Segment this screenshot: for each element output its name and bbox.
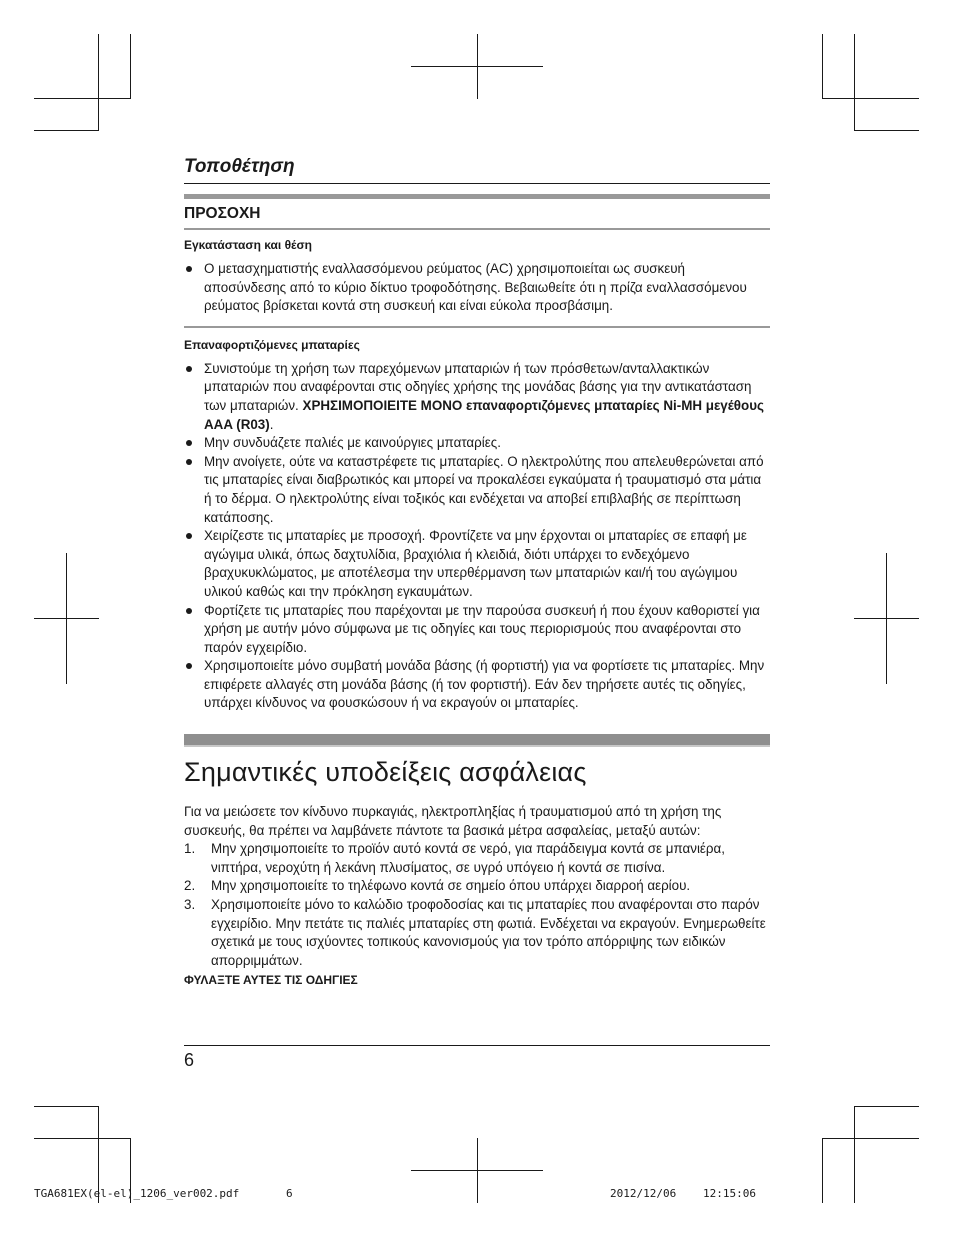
crop-mark — [34, 98, 131, 99]
divider — [184, 326, 770, 328]
list-item: Χρησιμοποιείτε μόνο συμβατή μονάδα βάσης (ή φορτιστή) για να φορτίσετε τις μπαταρίες. Μην επιφέρετε αλλαγές στη μονάδα βάσης (ή τον φορτιστή). Εάν δεν τηρήσετε αυτές τις οδηγίες, υπάρχει κίνδυνος να φουσκώσουν ή να εκραγούν οι μπαταρίες. — [184, 657, 770, 713]
list-item-text: Συνιστούμε τη χρήση των παρεχόμενων μπαταριών ή των πρόσθετων/ανταλλακτικών μπαταριών που αναφέρονται στις οδηγίες χρήσης της μονάδας βάσης για την αντικατάσταση των μπαταριών. — [204, 360, 752, 413]
crop-mark — [34, 130, 98, 131]
list-item-text: Χρησιμοποιείτε μόνο το καλώδιο τροφοδοσίας και τις μπαταρίες που αναφέρονται στο παρόν εγχειρίδιο. Μην πετάτε τις παλιές μπαταρίες στη φωτιά. Ενδέχεται να εκραγούν. Ενημερωθείτε σχετικά με τους ισχύοντες τοπικούς κανονισμούς για τον τρόπο απόρριψης των ειδικών απορριμμάτων. — [211, 897, 766, 968]
keep-instructions: ΦΥΛΑΞΤΕ ΑΥΤΕΣ ΤΙΣ ΟΔΗΓΙΕΣ — [184, 973, 358, 988]
crop-mark — [822, 1138, 919, 1139]
batteries-list — [184, 360, 770, 713]
print-time: 12:15:06 — [703, 1187, 756, 1200]
caution-box — [184, 194, 770, 713]
safety-title: Σημαντικές υποδείξεις ασφάλειας — [184, 757, 587, 788]
list-item — [184, 360, 770, 434]
page-number: 6 — [184, 1050, 195, 1070]
installation-list — [184, 260, 770, 316]
list-item-text: Μην χρησιμοποιείτε το τηλέφωνο κοντά σε σημείο όπου υπάρχει διαρροή αερίου. — [211, 878, 691, 894]
print-date: 2012/12/06 — [610, 1187, 677, 1200]
list-item — [184, 877, 770, 896]
section-title: Τοποθέτηση — [184, 152, 770, 184]
list-item-emphasis: ΧΡΗΣΙΜΟΠΟΙΕΙΤΕ ΜΟΝΟ επαναφορτιζόμενες μπαταρίες Ni-MH μεγέθους AAA (R03) — [204, 397, 764, 432]
crop-mark — [411, 66, 543, 67]
crop-mark — [34, 1138, 131, 1139]
crop-mark — [854, 1106, 855, 1203]
crop-mark — [822, 34, 823, 98]
print-file-page: 6 — [286, 1187, 293, 1200]
crop-mark — [822, 98, 919, 99]
page-content — [184, 152, 770, 989]
crop-mark — [854, 1106, 919, 1107]
crop-mark — [854, 130, 919, 131]
safety-intro: Για να μειώσετε τον κίνδυνο πυρκαγιάς, ηλεκτροπληξίας ή τραυματισμού από τη χρήση της συσκευής, θα πρέπει να λαμβάνετε πάντοτε τα βασικά μέτρα ασφαλείας, μεταξύ αυτών: — [184, 804, 722, 838]
crop-mark — [130, 34, 131, 98]
crop-mark — [854, 34, 855, 131]
list-item-number: 1. — [184, 841, 196, 857]
list-item: Μην συνδυάζετε παλιές με καινούργιες μπαταρίες. — [184, 434, 770, 453]
batteries-subheading: Επαναφορτιζόμενες μπαταρίες — [184, 337, 360, 352]
crop-mark — [34, 1106, 98, 1107]
list-item-number: 2. — [184, 878, 196, 894]
list-item: Μην ανοίγετε, ούτε να καταστρέφετε τις μπαταρίες. Ο ηλεκτρολύτης που απελευθερώνεται από τις μπαταρίες είναι διαβρωτικός και μπορεί να προκαλέσει εγκαύματα ή τραυματισμό στα μάτια ή το δέρμα. Ο ηλεκτρολύτης είναι τοξικός και ενδέχεται να αποβεί επιβλαβής σε περίπτωση κατάποσης. — [184, 453, 770, 527]
crop-mark — [34, 618, 99, 619]
footer-divider — [184, 1045, 770, 1046]
installation-subheading: Εγκατάσταση και θέση — [184, 238, 313, 252]
list-item — [184, 840, 770, 877]
list-item-text: Μην χρησιμοποιείτε το προϊόν αυτό κοντά σε νερό, για παράδειγμα κοντά σε μπανιέρα, νιπτήρα, νεροχύτη ή λεκάνη πλυσίματος, σε υγρό υπόγειο ή κοντά σε πισίνα. — [211, 841, 725, 875]
list-item-end: . — [269, 416, 274, 432]
safety-list — [184, 840, 770, 970]
list-item: Φορτίζετε τις μπαταρίες που παρέχονται με την παρούσα συσκευή ή που έχουν καθοριστεί για χρήση με αυτήν μόνο σύμφωνα με τις οδηγίες και τους περιορισμούς που αναφέρονται στο παρόν εγχειρίδιο. — [184, 602, 770, 658]
list-item — [184, 896, 770, 970]
crop-mark — [854, 618, 919, 619]
list-item: Χειρίζεστε τις μπαταρίες με προσοχή. Φροντίζετε να μην έρχονται οι μπαταρίες σε επαφή με αγώγιμα υλικά, όπως δαχτυλίδια, βραχιόλια ή κλειδιά, διότι υπάρχει το ενδεχόμενο βραχυκυκλώματος, με αποτέλεσμα την υπερθέρμανση των μπαταριών και/ή του αγώγιμου υλικού καθώς και την πρόκληση εγκαυμάτων. — [184, 527, 770, 601]
safety-section-bar — [184, 734, 770, 747]
print-file-name: TGA681EX(el-el)_1206_ver002.pdf — [34, 1187, 240, 1200]
crop-mark — [411, 1170, 543, 1171]
crop-mark — [98, 34, 99, 131]
list-item-number: 3. — [184, 897, 196, 913]
caution-heading: ΠΡΟΣΟΧΗ — [184, 199, 770, 230]
crop-mark — [822, 1138, 823, 1203]
list-item: Ο μετασχηματιστής εναλλασσόμενου ρεύματος (AC) χρησιμοποιείται ως συσκευή αποσύνδεσης από το κύριο δίκτυο τροφοδότησης. Βεβαιωθείτε ότι η πρίζα εναλλασσόμενου ρεύματος βρίσκεται κοντά στη συσκευή και είναι εύκολα προσβάσιμη. — [184, 260, 770, 316]
